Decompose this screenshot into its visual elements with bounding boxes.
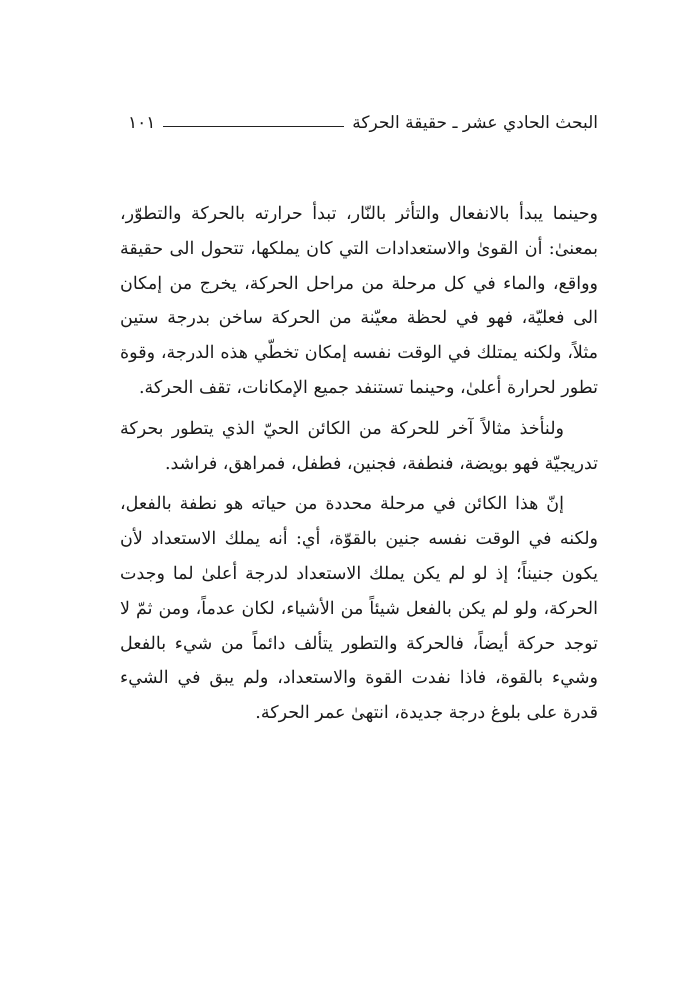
paragraph-3: إنّ هذا الكائن في مرحلة محددة من حياته هو نطفة بالفعل، ولكنه في الوقت نفسه جنين بالقوّة، أي: أنه يملك الاستعداد لأن يكون جنيناً؛ إذ لو لم يكن يملك الاستعداد لدرجة أعلىٰ لما وجدت الحركة، ولو لم يكن بالفعل شيئاً من الأشياء، لكان عدماً، ومن ثمّ لا توجد حركة أيضاً، فالحركة والتطور يتألف دائماً من شيء بالفعل وشيء بالقوة، فاذا نفدت القوة والاستعداد، ولم يبق في الشيء قدرة على بلوغ درجة جديدة، انتهىٰ عمر الحركة. <box>120 494 598 724</box>
running-header <box>128 110 598 136</box>
paragraph-1: وحينما يبدأ بالانفعال والتأثر بالنّار، تبدأ حرارته بالحركة والتطوّر، بمعنىٰ: أن القوىٰ والاستعدادات التي كان يملكها، تتحول الى حقيقة وواقع، والماء في كل مرحلة من مراحل الحركة، يخرج من إمكان الى فعليّة، فهو في لحظة معيّنة من الحركة ساخن بدرجة ستين مثلاً، ولكنه يمتلك في الوقت نفسه إمكان تخطّي هذه الدرجة، وقوة تطور لحرارة أعلىٰ، وحينما تستنفد جميع الإمكانات، تقف الحركة. <box>120 204 598 398</box>
page-number: ١٠١ <box>128 113 156 133</box>
body-text <box>120 197 598 731</box>
header-rule <box>163 126 344 127</box>
header-chapter-title: البحث الحادي عشر ـ حقيقة الحركة <box>352 113 598 133</box>
paragraph-2: ولنأخذ مثالاً آخر للحركة من الكائن الحيّ الذي يتطور بحركة تدريجيّة فهو بويضة، فنطفة، فجنين، فطفل، فمراهق، فراشد. <box>120 418 598 474</box>
